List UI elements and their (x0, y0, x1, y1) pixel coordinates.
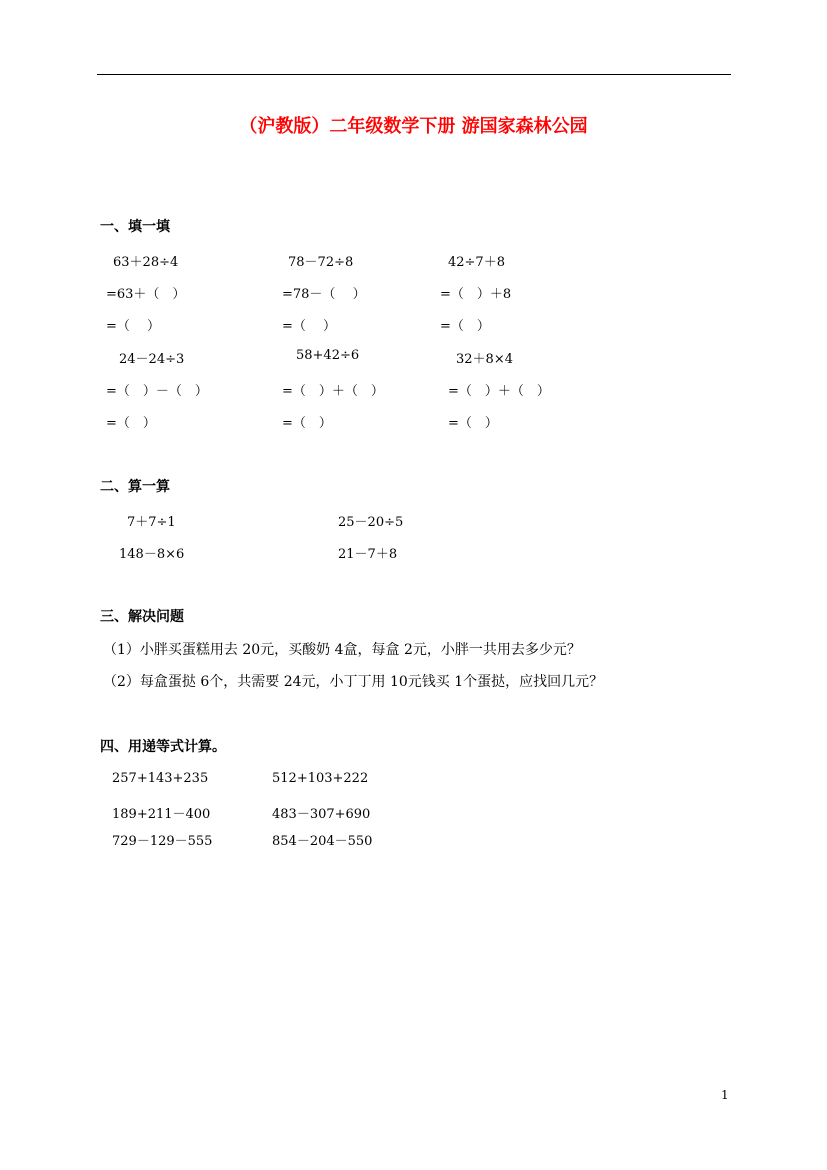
document-title: （沪教版）二年级数学下册 游国家森林公园 (239, 116, 588, 137)
s1-r2-c1: =63＋（ ） (106, 287, 186, 302)
s4-r2-c1: 189+211－400 (112, 807, 211, 822)
header-rule (97, 74, 731, 75)
page-number: 1 (721, 1088, 729, 1102)
s1-r4-c1: 24－24÷3 (119, 352, 185, 367)
s4-r2-c2: 483－307+690 (272, 807, 371, 822)
s4-r1-c2: 512+103+222 (272, 771, 369, 786)
s4-r3-c2: 854－204－550 (272, 834, 373, 849)
section-1-heading: 一、填一填 (100, 219, 170, 235)
s4-r1-c1: 257+143+235 (112, 771, 209, 786)
s1-r6-c1: =（ ） (106, 416, 156, 431)
s1-r6-c2: =（ ） (282, 416, 332, 431)
s2-r1-c1: 7＋7÷1 (127, 515, 176, 530)
s1-r2-c3: =（ ）＋8 (440, 287, 512, 302)
s1-r3-c3: =（ ） (440, 319, 490, 334)
s2-r2-c1: 148－8×6 (119, 547, 185, 562)
s1-r1-c3: 42÷7＋8 (448, 255, 505, 270)
s1-r5-c1: =（ ）－（ ） (106, 384, 208, 399)
s1-r3-c1: =（ ） (106, 319, 161, 334)
problem-2: （2）每盒蛋挞 6个，共需要 24元，小丁丁用 10元钱买 1个蛋挞，应找回几元？ (103, 674, 604, 690)
s1-r4-c3: 32＋8×4 (456, 352, 513, 367)
s1-r3-c2: =（ ） (282, 319, 337, 334)
s1-r4-c2: 58+42÷6 (296, 348, 360, 363)
section-3-heading: 三、解决问题 (100, 609, 184, 625)
s2-r1-c2: 25－20÷5 (338, 515, 404, 530)
problem-1: （1）小胖买蛋糕用去 20元，买酸奶 4盒，每盒 2元，小胖一共用去多少元？ (103, 642, 581, 658)
s1-r5-c3: =（ ）＋（ ） (448, 384, 550, 399)
section-2-heading: 二、算一算 (100, 479, 170, 495)
s2-r2-c2: 21－7＋8 (338, 547, 398, 562)
s1-r6-c3: =（ ） (448, 416, 498, 431)
s1-r2-c2: =78－（ ） (282, 287, 366, 302)
s1-r1-c1: 63＋28÷4 (113, 255, 179, 270)
s1-r1-c2: 78－72÷8 (288, 255, 354, 270)
s4-r3-c1: 729－129－555 (112, 834, 213, 849)
s1-r5-c2: =（ ）＋（ ） (282, 384, 384, 399)
section-4-heading: 四、用递等式计算。 (100, 739, 226, 755)
